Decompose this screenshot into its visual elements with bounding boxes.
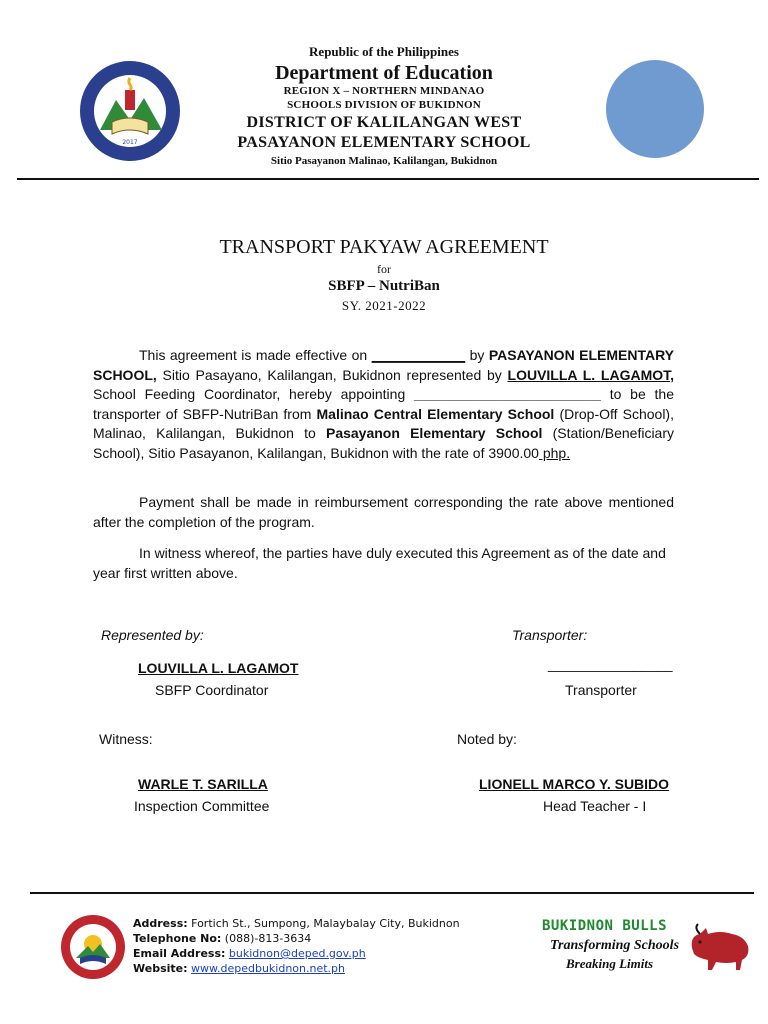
transporter-role: Transporter [565,682,637,698]
header-district: DISTRICT OF KALILANGAN WEST [246,114,522,131]
brand-line2: Breaking Limits [566,956,654,971]
footer-website: Website: www.depedbukidnon.net.ph [133,962,346,975]
email-link[interactable]: bukidnon@deped.gov.ph [228,947,366,960]
header-republic: Republic of the Philippines [309,44,459,59]
noted-name: LIONELL MARCO Y. SUBIDO [479,776,670,792]
title-school-year: SY. 2021-2022 [341,298,427,313]
witness-role: Inspection Committee [134,798,270,814]
brand-title: BUKIDNON BULLS [542,918,668,934]
transporter-name-blank: ________________________ [414,386,601,402]
agreement-paragraph: This agreement is made effective on ____________ by PASAYANON ELEMENTARY SCHOOL, Sitio Pasayano, Kalilangan, Bukidnon represented by LOUVILLA L. LAGAMOT, School Feeding Coordinator, hereby appointing ________________________ to be the transporter of SBFP-NutriBan from Malinao Central Elementary School (Drop-Off School), Malinao, Kalilangan, Bukidnon to Pasayanon Elementary School (Station/Beneficiary School), Sitio Pasayanon, Kalilangan, Bukidnon with the rate of 3900.00 php. [93,347,675,461]
transporter-label: Transporter: [512,627,588,643]
payment-paragraph: Payment shall be made in reimbursement corresponding the rate above mentioned after the completion of the program. [93,494,674,530]
footer-phone: Telephone No: (088)-813-3634 [133,932,312,945]
witness-name: WARLE T. SARILLA [138,776,268,792]
transporter-signature-blank: ________________ [548,656,673,672]
header-department: Department of Education [275,62,493,84]
svg-text:2017: 2017 [122,139,138,146]
represented-by-label: Represented by: [101,627,204,643]
noted-by-label: Noted by: [457,731,517,747]
header-address: Sitio Pasayanon Malinao, Kalilangan, Bukidnon [270,155,498,167]
deped-division-logo [58,914,128,980]
witness-label: Witness: [99,731,153,747]
website-link[interactable]: www.depedbukidnon.net.ph [191,962,346,975]
bull-icon [686,922,754,972]
document-title: TRANSPORT PAKYAW AGREEMENT [219,236,549,258]
footer-divider [30,892,754,894]
header-region: REGION X – NORTHERN MINDANAO [283,85,485,97]
rep-role: SBFP Coordinator [155,682,269,698]
title-for: for [377,262,391,276]
title-program: SBFP – NutriBan [328,278,440,294]
rep-name: LOUVILLA L. LAGAMOT [138,660,299,676]
brand-line1: Transforming Schools [550,938,680,953]
header-division: SCHOOLS DIVISION OF BUKIDNON [287,99,481,111]
footer-email: Email Address: bukidnon@deped.gov.ph [133,947,366,960]
header-school: PASAYANON ELEMENTARY SCHOOL [237,134,531,151]
bukidnon-bulls-logo [536,914,756,980]
witness-paragraph: In witness whereof, the parties have duly executed this Agreement as of the date and year first written above. [93,545,666,581]
footer-address: Address: Fortich St., Sumpong, Malaybalay City, Bukidnon [133,917,460,930]
header-divider [17,178,759,180]
effective-date-blank: ____________ [371,347,466,363]
noted-role: Head Teacher - I [543,798,647,814]
